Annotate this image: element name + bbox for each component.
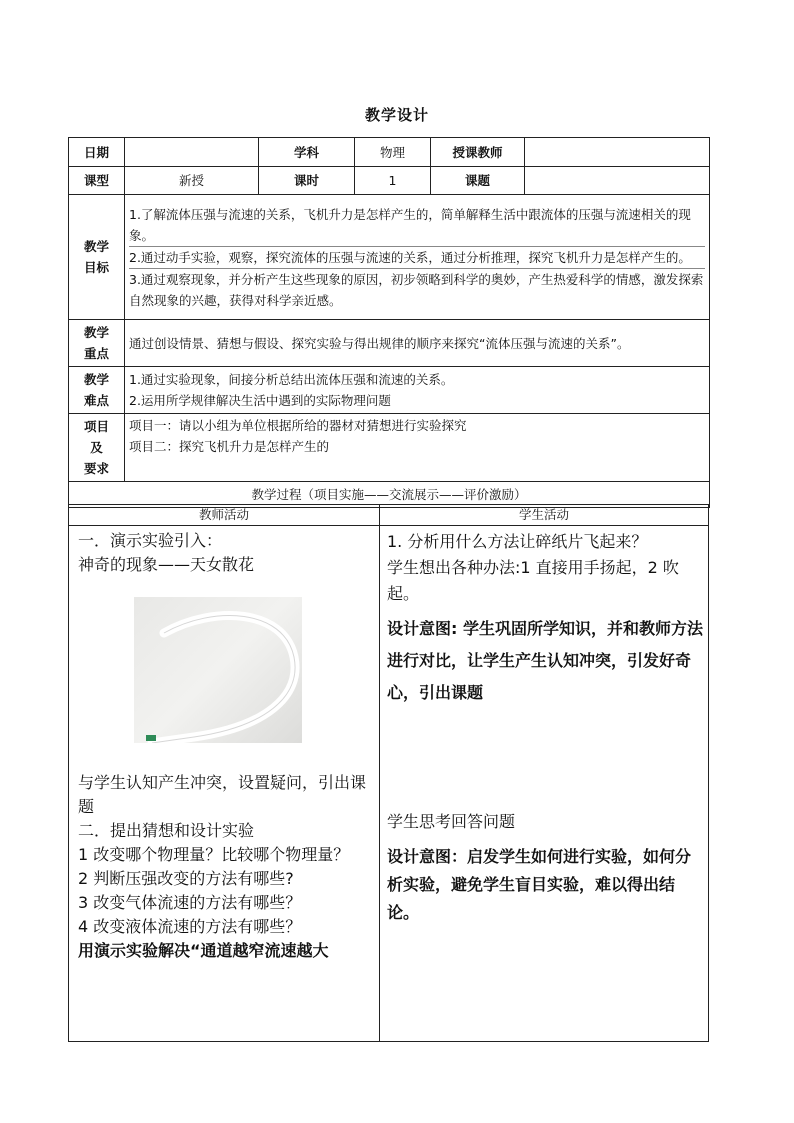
hours-label: 课时	[259, 167, 355, 195]
projects-row	[69, 414, 710, 482]
difficulties-content	[125, 367, 710, 414]
info-row-1	[69, 138, 710, 167]
teacher-line-2: 神奇的现象——天女散花	[78, 555, 255, 574]
column-divider	[379, 505, 380, 1041]
info-row-2	[69, 167, 710, 195]
teacher-line-8: 4 改变液体流速的方法有哪些？	[78, 917, 302, 936]
teacher-label: 授课教师	[431, 138, 525, 167]
key-points-label: 教学 重点	[69, 320, 125, 367]
lesson-info-table	[68, 137, 710, 508]
teacher-line-5: 1 改变哪个物理量？比较哪个物理量？	[78, 845, 350, 864]
goals-content	[125, 195, 710, 320]
difficulty-item-2: 2.运用所学规律解决生活中遇到的实际物理问题	[129, 393, 391, 408]
goal-item-2: 2.通过动手实验，观察，探究流体的压强与流速的关系，通过分析推理，探究飞机升力是怎样产生的。	[129, 246, 705, 268]
teacher-line-6: 2 判断压强改变的方法有哪些?	[78, 869, 294, 888]
document-title: 教学设计	[364, 106, 429, 124]
difficulties-label: 教学 难点	[69, 367, 125, 414]
student-activity-header: 学生活动	[380, 505, 708, 526]
teacher-line-9: 用演示实验解决“通道越窄流速越大	[78, 941, 329, 960]
difficulties-row	[69, 367, 710, 414]
project-item-1: 项目一：请以小组为单位根据所给的器材对猜想进行实验探究	[129, 418, 467, 433]
student-design-intent-2: 设计意图：启发学生如何进行实验，如何分析实验，避免学生盲目实验，难以得出结论。	[387, 847, 692, 922]
subject-label: 学科	[259, 138, 355, 167]
student-line-4: 学生思考回答问题	[387, 812, 516, 831]
date-label: 日期	[69, 138, 125, 167]
student-line-1: 1. 分析用什么方法让碎纸片飞起来？	[387, 532, 648, 551]
goal-item-3: 3.通过观察现象，并分析产生这些现象的原因，初步领略到科学的奥妙，产生热爱科学的情感，激发探索自然现象的兴趣，获得对科学亲近感。	[129, 268, 705, 311]
topic-value	[525, 167, 710, 195]
teacher-activity-column	[78, 529, 374, 963]
projects-label: 项目 及 要求	[69, 414, 125, 482]
teacher-line-3: 与学生认知产生冲突，设置疑问，引出课题	[78, 773, 367, 816]
type-value: 新授	[125, 167, 259, 195]
student-line-2: 学生想出各种办法:1 直接用手扬起，2 吹起。	[387, 558, 679, 603]
process-title: 教学过程（项目实施——交流展示——评价激励）	[69, 482, 710, 508]
process-section	[68, 504, 709, 1042]
goals-label: 教学 目标	[69, 195, 125, 320]
type-label: 课型	[69, 167, 125, 195]
experiment-photo	[134, 597, 302, 743]
projects-content	[125, 414, 710, 482]
teacher-activity-header: 教师活动	[69, 505, 379, 526]
date-value	[125, 138, 259, 167]
goal-item-1: 1.了解流体压强与流速的关系，飞机升力是怎样产生的，简单解释生活中跟流体的压强与流速相关的现象。	[129, 206, 691, 243]
teacher-line-1: 一．演示实验引入：	[78, 531, 223, 550]
teacher-value	[525, 138, 710, 167]
project-item-2: 项目二：探究飞机升力是怎样产生的	[129, 439, 330, 454]
teacher-line-7: 3 改变气体流速的方法有哪些？	[78, 893, 302, 912]
bent-tube-icon	[134, 597, 302, 743]
subject-value: 物理	[355, 138, 431, 167]
hours-value: 1	[355, 167, 431, 195]
key-points-content: 通过创设情景、猜想与假设、探究实验与得出规律的顺序来探究“流体压强与流速的关系”。	[125, 320, 710, 367]
teacher-line-4: 二．提出猜想和设计实验	[78, 821, 255, 840]
student-activity-column	[387, 529, 705, 927]
goals-row	[69, 195, 710, 320]
topic-label: 课题	[431, 167, 525, 195]
key-points-row	[69, 320, 710, 367]
difficulty-item-1: 1.通过实验现象，间接分析总结出流体压强和流速的关系。	[129, 372, 454, 387]
student-design-intent-1: 设计意图: 学生巩固所学知识，并和教师方法进行对比，让学生产生认知冲突，引发好奇心，引出课题	[387, 619, 703, 702]
